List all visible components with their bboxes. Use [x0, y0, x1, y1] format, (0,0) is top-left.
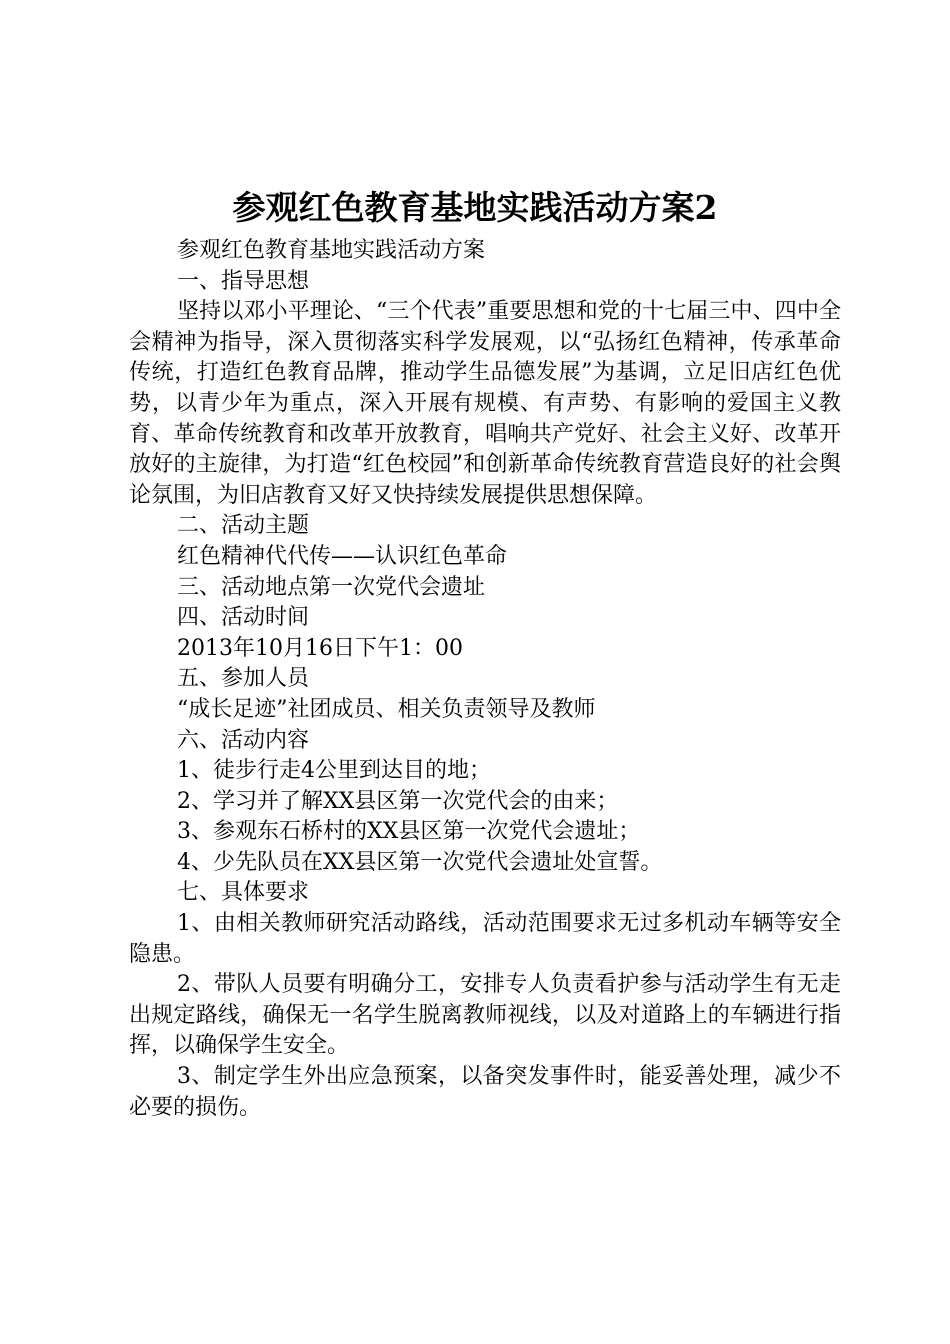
activity-time-paragraph: 2013年10月16日下午1：00: [177, 635, 463, 661]
requirement-item-1: 1、由相关教师研究活动路线，活动范围要求无过多机动车辆等安全隐患。: [129, 911, 841, 967]
content-item-4: 4、少先队员在XX县区第一次党代会遗址处宣誓。: [177, 849, 663, 875]
document-title: 参观红色教育基地实践活动方案2: [232, 188, 718, 227]
content-item-2: 2、学习并了解XX县区第一次党代会的由来；: [177, 788, 619, 814]
requirement-item-2: 2、带队人员要有明确分工，安排专人负责看护参与活动学生有无走出规定路线，确保无一名学生脱离教师视线，以及对道路上的车辆进行指挥，以确保学生安全。: [129, 972, 841, 1059]
section-heading-activity-content: 六、活动内容: [177, 727, 310, 753]
content-item-3: 3、参观东石桥村的XX县区第一次党代会遗址；: [177, 819, 641, 845]
requirement-item-3: 3、制定学生外出应急预案，以备突发事件时，能妥善处理，减少不必要的损伤。: [129, 1064, 841, 1120]
section-heading-activity-theme: 二、活动主题: [177, 513, 310, 539]
section-heading-activity-time: 四、活动时间: [177, 605, 310, 631]
document-body: [129, 236, 841, 1123]
subtitle-paragraph: 参观红色教育基地实践活动方案: [177, 238, 486, 263]
participants-paragraph: “成长足迹”社团成员、相关负责领导及教师: [177, 696, 596, 722]
section-heading-guiding-ideology: 一、指导思想: [177, 268, 310, 294]
section-heading-participants: 五、参加人员: [177, 666, 310, 692]
section-heading-requirements: 七、具体要求: [177, 880, 310, 906]
activity-theme-paragraph: 红色精神代代传——认识红色革命: [177, 543, 508, 569]
guiding-ideology-paragraph: 坚持以邓小平理论、“三个代表”重要思想和党的十七届三中、四中全会精神为指导，深入贯彻落实科学发展观，以“弘扬红色精神，传承革命传统，打造红色教育品牌，推动学生品德发展”为基调，立足旧店红色优势，以青少年为重点，深入开展有规模、有声势、有影响的爱国主义教育、革命传统教育和改革开放教育，唱响共产党好、社会主义好、改革开放好的主旋律，为打造“红色校园”和创新革命传统教育营造良好的社会舆论氛围，为旧店教育又好又快持续发展提供思想保障。: [129, 299, 841, 508]
section-heading-activity-location: 三、活动地点第一次党代会遗址: [177, 574, 486, 600]
content-item-1: 1、徒步行走4公里到达目的地；: [177, 758, 491, 784]
